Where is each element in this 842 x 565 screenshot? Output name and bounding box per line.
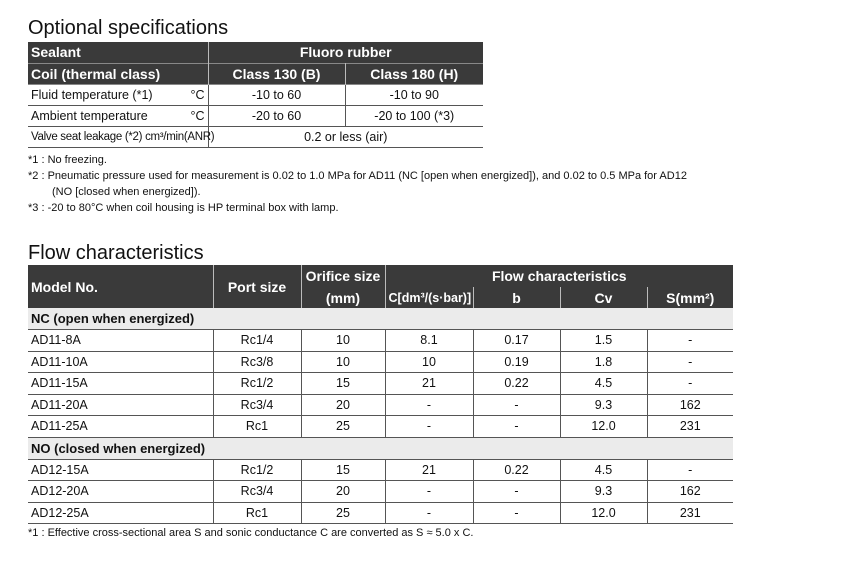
group-label: NC (open when energized): [28, 308, 733, 330]
s-cell: -: [647, 351, 733, 373]
b-cell: -: [473, 481, 560, 503]
orifice-cell: 15: [301, 373, 385, 395]
cv-cell: 12.0: [560, 502, 647, 524]
orifice-cell: 20: [301, 394, 385, 416]
model-cell: AD11-15A: [28, 373, 213, 395]
ambient-temp-label: Ambient temperature: [31, 108, 148, 123]
coil-row: [28, 63, 483, 84]
b-cell: -: [473, 502, 560, 524]
orifice-cell: 15: [301, 459, 385, 481]
table-row: [28, 416, 733, 438]
note-2-cont: (NO [closed when energized]).: [52, 186, 201, 198]
class-b-header: Class 130 (B): [208, 63, 345, 84]
flow-notes: [28, 525, 473, 541]
cv-cell: 12.0: [560, 416, 647, 438]
port-header: Port size: [213, 265, 301, 308]
orifice-unit-header: (mm): [301, 287, 385, 308]
flow-title: Flow characteristics: [28, 242, 204, 264]
coil-label: Coil (thermal class): [28, 63, 208, 84]
ambient-temp-b: -20 to 60: [208, 105, 345, 126]
orifice-cell: 10: [301, 351, 385, 373]
port-cell: Rc1/4: [213, 330, 301, 352]
table-row: [28, 373, 733, 395]
orifice-cell: 10: [301, 330, 385, 352]
ambient-temp-h: -20 to 100 (*3): [345, 105, 483, 126]
s-cell: 231: [647, 502, 733, 524]
optional-spec-table: [28, 42, 483, 148]
table-row: [28, 502, 733, 524]
note-1: *1 : No freezing.: [28, 154, 107, 166]
note-3: *3 : -20 to 80°C when coil housing is HP terminal box with lamp.: [28, 202, 339, 214]
fluid-temp-b: -10 to 60: [208, 84, 345, 105]
model-cell: AD11-20A: [28, 394, 213, 416]
leakage-row: [28, 126, 483, 147]
table-row: [28, 459, 733, 481]
leakage-label: Valve seat leakage (*2): [31, 130, 143, 143]
table-row: [28, 394, 733, 416]
optional-spec-notes: [28, 152, 687, 216]
b-cell: 0.22: [473, 373, 560, 395]
fluid-temp-h: -10 to 90: [345, 84, 483, 105]
c-cell: 21: [385, 459, 473, 481]
orifice-cell: 25: [301, 416, 385, 438]
s-cell: 162: [647, 394, 733, 416]
model-header: Model No.: [28, 265, 213, 308]
note-2: *2 : Pneumatic pressure used for measurement is 0.02 to 1.0 MPa for AD11 (NC [open when energized]), and 0.02 to 0.5 MPa for AD12: [28, 170, 687, 182]
leakage-unit: cm³/min(ANR): [145, 130, 215, 143]
fluid-temp-unit: °C: [190, 87, 205, 102]
fluid-temp-row: [28, 84, 483, 105]
c-cell: 10: [385, 351, 473, 373]
flow-header-row-1: [28, 265, 733, 287]
cv-header: Cv: [560, 287, 647, 308]
group-label: NO (closed when energized): [28, 437, 733, 459]
b-cell: 0.19: [473, 351, 560, 373]
c-header: C[dm³/(s·bar)]: [385, 287, 473, 308]
b-cell: 0.17: [473, 330, 560, 352]
port-cell: Rc1: [213, 416, 301, 438]
flow-note-1: *1 : Effective cross-sectional area S and sonic conductance C are converted as S ≈ 5.0 x C.: [28, 527, 474, 539]
sealant-value: Fluoro rubber: [299, 44, 392, 61]
port-cell: Rc1/2: [213, 459, 301, 481]
b-cell: -: [473, 394, 560, 416]
optional-spec-title: Optional specifications: [28, 17, 229, 39]
cv-cell: 1.5: [560, 330, 647, 352]
s-cell: 231: [647, 416, 733, 438]
sealant-label: Sealant: [28, 42, 208, 63]
group-row: [28, 308, 733, 330]
model-cell: AD11-8A: [28, 330, 213, 352]
c-cell: -: [385, 502, 473, 524]
b-cell: -: [473, 416, 560, 438]
cv-cell: 4.5: [560, 459, 647, 481]
b-cell: 0.22: [473, 459, 560, 481]
c-cell: -: [385, 481, 473, 503]
sealant-row: [28, 42, 483, 63]
s-header: S(mm²): [666, 289, 715, 306]
model-cell: AD12-25A: [28, 502, 213, 524]
s-cell: 162: [647, 481, 733, 503]
cv-cell: 4.5: [560, 373, 647, 395]
model-cell: AD12-20A: [28, 481, 213, 503]
flow-characteristics-header: Flow characteristics: [491, 268, 627, 284]
table-row: [28, 330, 733, 352]
orifice-cell: 25: [301, 502, 385, 524]
c-cell: -: [385, 394, 473, 416]
c-cell: 8.1: [385, 330, 473, 352]
table-row: [28, 481, 733, 503]
cv-cell: 9.3: [560, 394, 647, 416]
port-cell: Rc3/4: [213, 394, 301, 416]
c-cell: 21: [385, 373, 473, 395]
group-row: [28, 437, 733, 459]
fluid-temp-label: Fluid temperature (*1): [31, 87, 153, 102]
orifice-cell: 20: [301, 481, 385, 503]
s-cell: -: [647, 330, 733, 352]
table-row: [28, 351, 733, 373]
s-cell: -: [647, 373, 733, 395]
ambient-temp-unit: °C: [190, 108, 205, 123]
orifice-header: Orifice size: [301, 265, 385, 287]
port-cell: Rc1: [213, 502, 301, 524]
class-h-header: Class 180 (H): [370, 65, 459, 82]
b-header: b: [473, 287, 560, 308]
model-cell: AD11-25A: [28, 416, 213, 438]
port-cell: Rc1/2: [213, 373, 301, 395]
model-cell: AD12-15A: [28, 459, 213, 481]
port-cell: Rc3/4: [213, 481, 301, 503]
port-cell: Rc3/8: [213, 351, 301, 373]
leakage-value: 0.2 or less (air): [208, 126, 483, 147]
ambient-temp-row: [28, 105, 483, 126]
flow-table: [28, 265, 733, 524]
cv-cell: 1.8: [560, 351, 647, 373]
c-cell: -: [385, 416, 473, 438]
model-cell: AD11-10A: [28, 351, 213, 373]
cv-cell: 9.3: [560, 481, 647, 503]
s-cell: -: [647, 459, 733, 481]
